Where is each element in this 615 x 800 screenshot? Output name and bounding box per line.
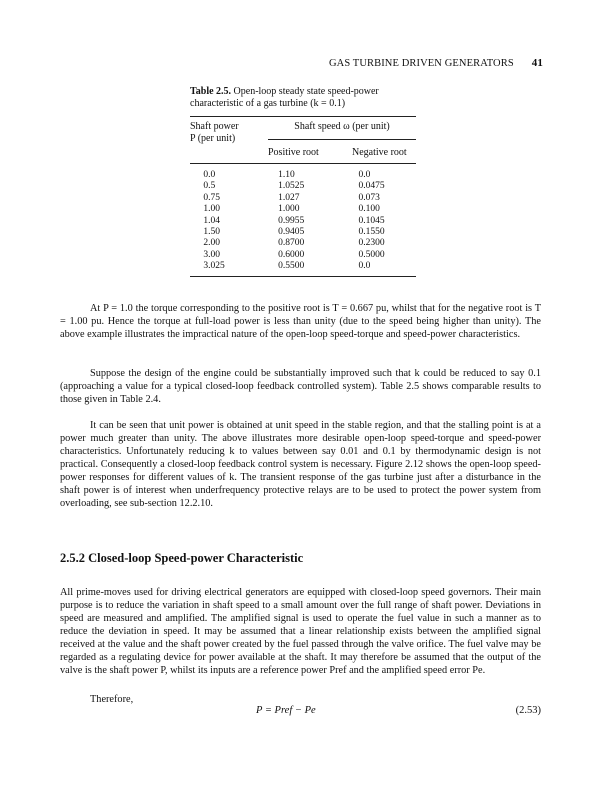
table-caption-line1: Open-loop steady state speed-power bbox=[233, 86, 379, 97]
column-header-shaft-power-line2: P (per unit) bbox=[190, 133, 236, 144]
cell-negative-root: 0.1045 bbox=[358, 215, 385, 226]
table-row bbox=[190, 170, 416, 181]
column-group-rule bbox=[268, 139, 416, 140]
table-row bbox=[190, 261, 416, 272]
running-header bbox=[329, 57, 543, 69]
table-caption-label: Table 2.5. bbox=[190, 86, 232, 97]
paragraph-text: It can be seen that unit power is obtained at unit speed in the stable region, and that the stalling point is at a power much greater than unity. The above illustrates more desirable open-loop speed-torque and speed-power characteristics. Unfortunately reducing k to values between say 0.01 and 0.1 by thermodynamic design is not practical. Consequently a closed-loop feedback control system is necessary. Figure 2.12 shows the open-loop speed-power responses for different values of k. The transient response of the gas turbine just after a disturbance in the shaft power is of interest when underfrequency protective relays are to be used to protect the power system from overloading, see sub-section 12.2.10. bbox=[60, 420, 541, 509]
paragraph-text: All prime-moves used for driving electrical generators are equipped with closed-loop speed governors. Their main purpose is to reduce the variation in shaft speed to a small amount over the full range of shaft power. Deviations in speed are measured and amplified. The amplified signal is used to operate the fuel value in such a manner as to reduce the deviation in speed. It may be assumed that a linear relationship exists between the amplified signal received at the value and the shaft power created by the fuel passed through the valve orifice. The fuel valve may be regarded as a regulating device for power available at the shaft. It may therefore be assumed that the output of the valve is the shaft power P, whilst its inputs are a reference power Pref and the amplified speed error Pe. bbox=[60, 587, 541, 676]
table-caption-line2: characteristic of a gas turbine (k = 0.1) bbox=[190, 98, 346, 109]
cell-positive-root: 1.0525 bbox=[278, 181, 305, 192]
paragraph-text: At P = 1.0 the torque corresponding to the positive root is T = 0.667 pu, whilst that for the negative root is T = 1.00 pu. Hence the torque at full-load power is less than unity (due to the speed being higher than unity). The above example illustrates the impractical nature of the open-loop speed-torque and speed-power characteristics. bbox=[60, 303, 541, 340]
column-header-negative-root: Negative root bbox=[352, 147, 407, 158]
equation-2-53 bbox=[60, 705, 541, 719]
equation-body: P = Pref − Pe bbox=[256, 705, 316, 716]
table-row bbox=[190, 193, 416, 204]
cell-negative-root: 0.0 bbox=[358, 170, 371, 180]
paragraph-torque bbox=[60, 302, 541, 341]
cell-negative-root: 0.1550 bbox=[358, 226, 385, 237]
cell-power: 0.0 bbox=[203, 170, 216, 180]
table-row bbox=[190, 250, 416, 261]
paragraph-speed-governors bbox=[60, 586, 541, 677]
cell-positive-root: 0.9405 bbox=[278, 226, 305, 237]
paragraph-stalling-point bbox=[60, 419, 541, 510]
column-header-positive-root: Positive root bbox=[268, 147, 319, 158]
paragraph-engine-design bbox=[60, 367, 541, 406]
cell-negative-root: 0.2300 bbox=[358, 238, 385, 249]
cell-positive-root: 0.6000 bbox=[278, 249, 305, 260]
cell-positive-root: 1.10 bbox=[278, 170, 295, 180]
table-row bbox=[190, 204, 416, 215]
column-group-shaft-speed: Shaft speed ω (per unit) bbox=[294, 121, 390, 132]
cell-power: 1.04 bbox=[203, 215, 221, 226]
speed-power-table bbox=[190, 86, 416, 277]
page-number: 41 bbox=[531, 57, 543, 69]
cell-power: 2.00 bbox=[203, 238, 221, 249]
table-header bbox=[190, 117, 416, 163]
table-row bbox=[190, 238, 416, 249]
table-caption bbox=[190, 86, 416, 110]
cell-negative-root: 0.0475 bbox=[358, 181, 385, 192]
table-body bbox=[190, 164, 416, 276]
cell-power: 1.50 bbox=[203, 226, 221, 237]
table-row bbox=[190, 216, 416, 227]
column-header-shaft-power bbox=[190, 121, 239, 145]
paragraph-text: Suppose the design of the engine could be substantially improved such that k could be reduced to say 0.1 (approaching a value for a typical closed-loop feedback controlled system). Table 2.5 shows comparable results to those given in Table 2.4. bbox=[60, 368, 541, 405]
cell-negative-root: 0.100 bbox=[358, 204, 380, 215]
cell-power: 3.00 bbox=[203, 249, 221, 260]
paragraph-text: Therefore, bbox=[90, 694, 134, 705]
cell-positive-root: 1.027 bbox=[278, 192, 300, 203]
equation-number: (2.53) bbox=[515, 705, 541, 716]
cell-power: 0.5 bbox=[203, 181, 216, 192]
column-header-shaft-power-line1: Shaft power bbox=[190, 121, 239, 132]
section-heading: 2.5.2 Closed-loop Speed-power Characteristic bbox=[60, 551, 304, 565]
table-row bbox=[190, 227, 416, 238]
table-bottom-rule bbox=[190, 276, 416, 277]
cell-power: 1.00 bbox=[203, 204, 221, 215]
cell-negative-root: 0.0 bbox=[358, 261, 371, 272]
cell-positive-root: 0.8700 bbox=[278, 238, 305, 249]
cell-power: 0.75 bbox=[203, 192, 221, 203]
cell-power: 3.025 bbox=[203, 261, 225, 272]
cell-negative-root: 0.073 bbox=[358, 192, 380, 203]
running-title: GAS TURBINE DRIVEN GENERATORS bbox=[328, 58, 514, 69]
cell-positive-root: 0.5500 bbox=[278, 261, 305, 272]
table-row bbox=[190, 181, 416, 192]
cell-positive-root: 0.9955 bbox=[278, 215, 305, 226]
cell-negative-root: 0.5000 bbox=[358, 249, 385, 260]
cell-positive-root: 1.000 bbox=[278, 204, 300, 215]
